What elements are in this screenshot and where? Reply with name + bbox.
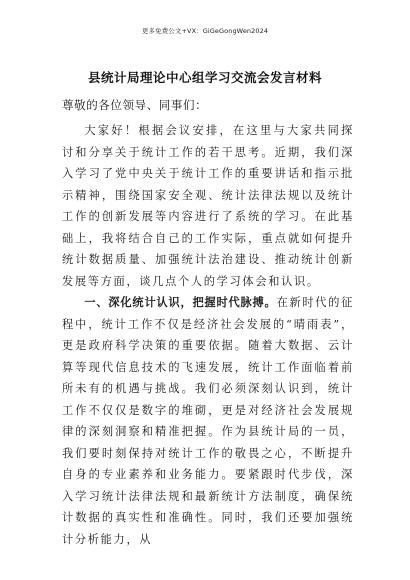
header-note: 更多免费公文+VX：GiGeGongWen2024 bbox=[141, 27, 269, 35]
paragraph-section-one bbox=[62, 292, 354, 550]
document-title: 县统计局理论中心组学习交流会发言材料 bbox=[87, 70, 322, 85]
body-text bbox=[62, 120, 354, 550]
paragraph-intro bbox=[62, 120, 354, 292]
salutation: 尊敬的各位领导、同事们： bbox=[62, 98, 208, 112]
paragraph-text: 在新时代的征程中，统计工作不仅是经济社会发展的“晴雨表”，更是政府科学决策的重要依据。随着大数据、云计算等现代信息技术的飞速发展，统计工作面临着前所未有的机遇与挑战。我们必须深刻认识到，统计工作不仅仅是数字的堆砌，更是对经济社会发展规律的深刻洞察和精准把握。作为县统计局的一员，我们要时刻保持对统计工作的敬畏之心，不断提升自身的专业素养和业务能力。要紧跟时代步伐，深入学习统计法律法规和最新统计方法制度，确保统计数据的真实性和准确性。同时，我们还要加强统计分析能力，从 bbox=[62, 296, 354, 546]
paragraph-text: 大家好！根据会议安排，在这里与大家共同探讨和分享关于统计工作的若干思考。近期，我们深入学习了党中央关于统计工作的重要讲话和指示批示精神，围绕国家安全观、统计法律法规以及统计工作的创新发展等内容进行了系统的学习。在此基础上，我将结合自己的工作实际，重点就如何提升统计数据质量、加强统计法治建设、推动统计创新发展等方面，谈几点个人的学习体会和认识。 bbox=[62, 124, 354, 288]
section-heading: 一、深化统计认识，把握时代脉搏。 bbox=[84, 296, 277, 309]
